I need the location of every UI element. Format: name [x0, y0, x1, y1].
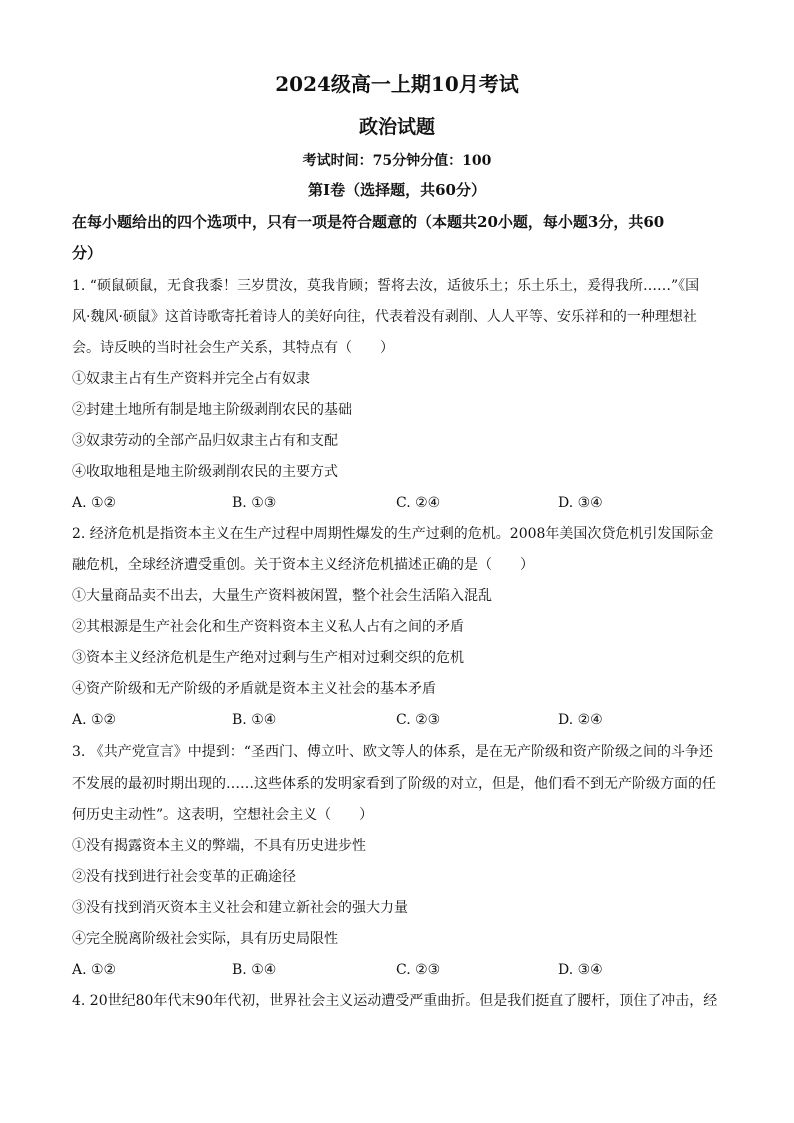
exam-subject: 政治试题 [358, 116, 435, 138]
question-3-statement: ①没有揭露资本主义的弊端，不具有历史进步性 [72, 838, 366, 854]
question-2-option-b[interactable]: B. ①④ [232, 712, 277, 728]
question-1-stem: 风·魏风·硕鼠》这首诗歌寄托着诗人的美好向往，代表着没有剥削、人人平等、安乐祥和的一种理想社 [72, 309, 697, 325]
question-2-stem: 2. 经济危机是指资本主义在生产过程中周期性爆发的生产过剩的危机。2008年美国次贷危机引发国际金 [72, 526, 714, 542]
instructions-line: 在每小题给出的四个选项中，只有一项是符合题意的（本题共20小题，每小题3分，共60 [72, 213, 665, 231]
question-2-statement: ④资产阶级和无产阶级的矛盾就是资本主义社会的基本矛盾 [72, 681, 436, 697]
question-3-option-a[interactable]: A. ①② [72, 962, 117, 978]
question-1-option-a[interactable]: A. ①② [72, 495, 117, 511]
question-3-option-c[interactable]: C. ②③ [396, 962, 441, 978]
question-2-statement: ③资本主义经济危机是生产绝对过剩与生产相对过剩交织的危机 [72, 650, 464, 666]
question-1-statement: ②封建土地所有制是地主阶级剥削农民的基础 [72, 402, 352, 418]
question-3-statement: ②没有找到进行社会变革的正确途径 [72, 869, 296, 885]
question-4-stem: 4. 20世纪80年代末90年代初，世界社会主义运动遭受严重曲折。但是我们挺直了腰杆，顶住了冲击，经 [72, 993, 718, 1009]
question-3-stem: 3. 《共产党宣言》中提到：“圣西门、傅立叶、欧文等人的体系，是在无产阶级和资产阶级之间的斗争还 [72, 744, 713, 760]
instructions-line: 分） [72, 244, 103, 262]
question-3-statement: ④完全脱离阶级社会实际，具有历史局限性 [72, 931, 338, 947]
question-3-stem: 何历史主动性”。这表明，空想社会主义（ ） [72, 807, 374, 823]
question-1-statement: ④收取地租是地主阶级剥削农民的主要方式 [72, 464, 338, 480]
question-1-stem: 1. “硕鼠硕鼠，无食我黍！三岁贯汝，莫我肯顾；誓将去汝，适彼乐土；乐土乐土，爰得我所……”《国 [72, 278, 700, 294]
question-1-option-d[interactable]: D. ③④ [558, 495, 603, 511]
exam-info: 考试时间：75分钟分值：100 [302, 153, 492, 169]
exam-title: 2024级高一上期10月考试 [275, 72, 519, 96]
question-2-option-d[interactable]: D. ②④ [558, 712, 603, 728]
question-3-stem: 不发展的最初时期出现的……这些体系的发明家看到了阶级的对立，但是，他们看不到无产阶级方面的任 [72, 776, 716, 792]
question-1-statement: ①奴隶主占有生产资料并完全占有奴隶 [72, 371, 310, 387]
question-1-stem: 会。诗反映的当时社会生产关系，其特点有（ ） [72, 340, 394, 356]
question-1-option-b[interactable]: B. ①③ [232, 495, 277, 511]
question-2-option-c[interactable]: C. ②③ [396, 712, 441, 728]
question-1-statement: ③奴隶劳动的全部产品归奴隶主占有和支配 [72, 433, 338, 449]
question-3-statement: ③没有找到消灭资本主义社会和建立新社会的强大力量 [72, 900, 408, 916]
question-2-statement: ②其根源是生产社会化和生产资料资本主义私人占有之间的矛盾 [72, 619, 464, 635]
question-3-option-d[interactable]: D. ③④ [558, 962, 603, 978]
section-heading: 第Ⅰ卷（选择题，共60分） [308, 181, 486, 199]
question-2-option-a[interactable]: A. ①② [72, 712, 117, 728]
question-3-option-b[interactable]: B. ①④ [232, 962, 277, 978]
question-1-option-c[interactable]: C. ②④ [396, 495, 441, 511]
question-2-statement: ①大量商品卖不出去，大量生产资料被闲置，整个社会生活陷入混乱 [72, 588, 492, 604]
question-2-stem: 融危机，全球经济遭受重创。关于资本主义经济危机描述正确的是（ ） [72, 557, 534, 573]
